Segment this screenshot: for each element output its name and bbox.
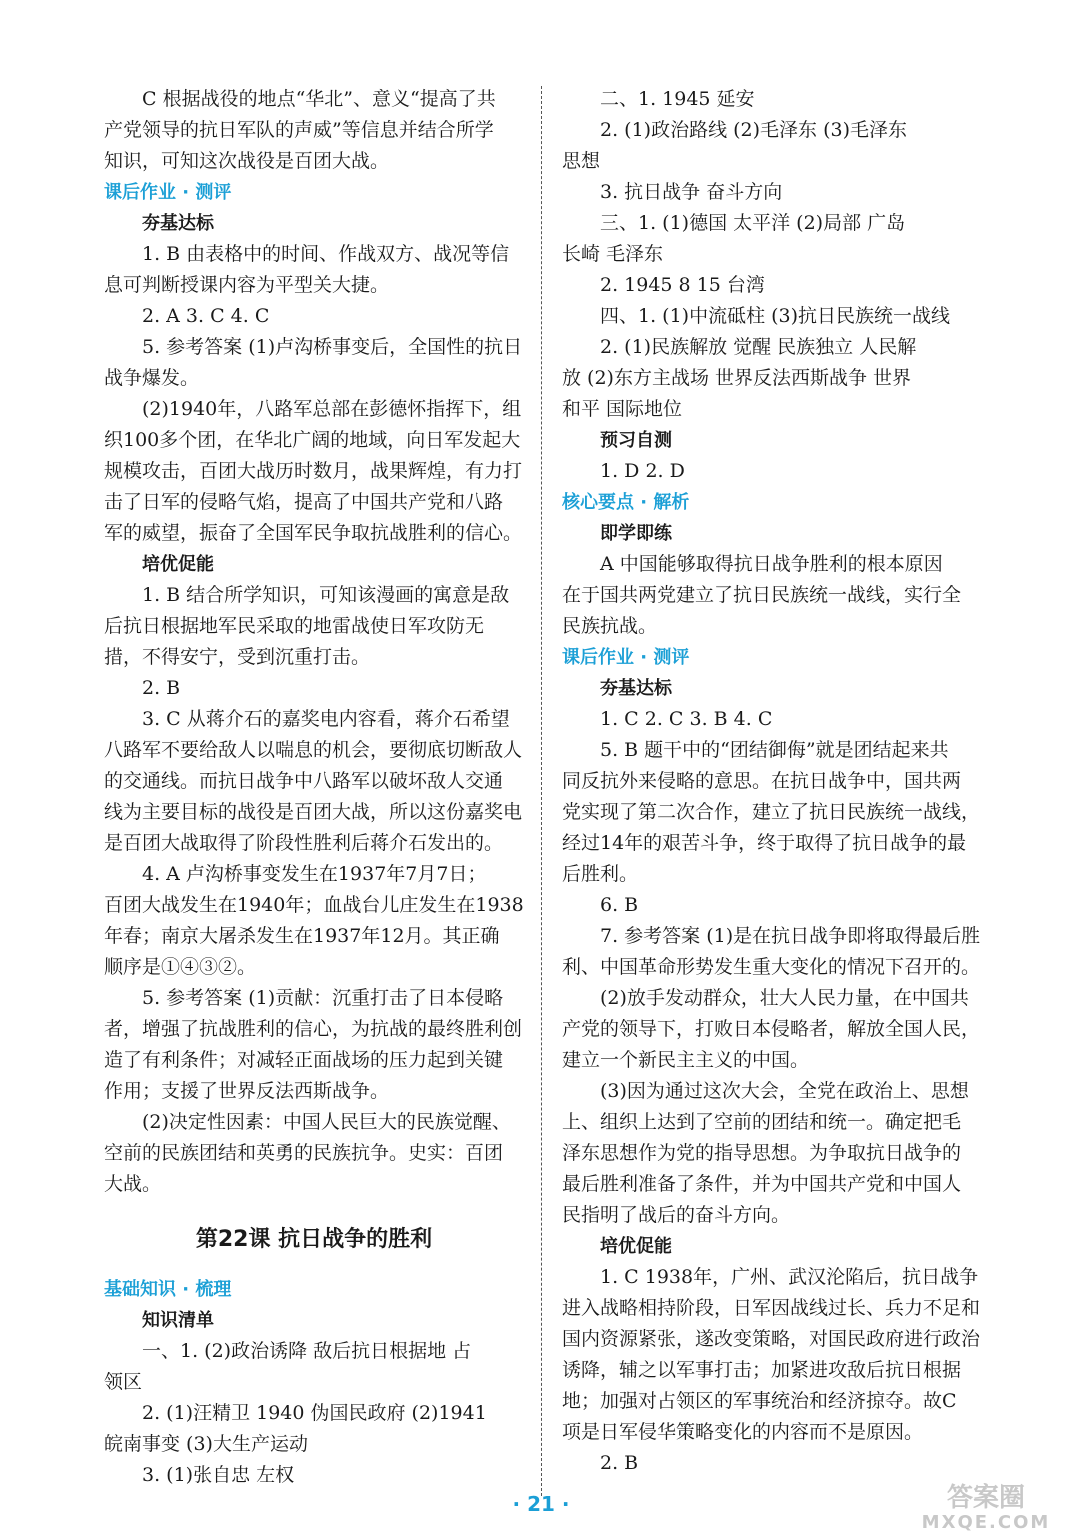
answer-line: 民指明了战后的奋斗方向。 [562,1204,791,1226]
subsection-heading: 即学即练 [600,523,672,544]
answer-line: 军的威望，振奋了全国军民争取抗战胜利的信心。 [104,522,523,544]
answer-line: 利、中国革命形势发生重大变化的情况下召开的。 [562,956,981,978]
answer-line: 产党的领导下，打败日本侵略者，解放全国人民， [562,1018,981,1040]
right-column [562,84,986,1479]
answer-line: C 根据战役的地点“华北”、意义“提高了共 [142,88,496,110]
page-number: · 21 · [512,1492,570,1516]
watermark-text-en: MXQE.COM [921,1512,1051,1532]
answer-line: 诱降，辅之以军事打击；加紧进攻敌后抗日根据 [562,1359,962,1381]
answer-line: 2. (1)民族解放 觉醒 民族独立 人民解 [600,336,917,358]
answer-line: 皖南事变 (3)大生产运动 [104,1433,308,1455]
answer-line: 4. A 卢沟桥事变发生在1937年7月7日； [142,863,487,885]
answer-line: 5. 参考答案 (1)卢沟桥事变后，全国性的抗日 [142,336,523,358]
answer-line: 年春；南京大屠杀发生在1937年12月。其正确 [104,925,500,947]
watermark-logo [898,1478,1074,1532]
left-column [104,84,524,1491]
subsection-heading: 夯基达标 [142,213,214,234]
answer-line: 党实现了第二次合作，建立了抗日民族统一战线， [562,801,981,823]
answer-line: 后抗日根据地军民采取的地雷战使日军攻防无 [104,615,485,637]
answer-line: 3. C 从蒋介石的嘉奖电内容看，蒋介石希望 [142,708,510,730]
column-divider [541,86,542,1496]
answer-line: 建立一个新民主主义的中国。 [562,1049,810,1071]
answer-line: 三、1. (1)德国 太平洋 (2)局部 广岛 [600,212,906,234]
answer-line: 放 (2)东方主战场 世界反法西斯战争 世界 [562,367,912,389]
watermark-text-cn: 答案圈 [946,1483,1026,1513]
answer-line: 击了日军的侵略气焰，提高了中国共产党和八路 [104,491,504,513]
answer-line: (2)决定性因素：中国人民巨大的民族觉醒、 [142,1111,511,1133]
answer-line: 规模攻击，百团大战历时数月，战果辉煌，有力打 [104,460,523,482]
answer-line: 战争爆发。 [104,367,200,389]
answer-line: 地；加强对占领区的军事统治和经济掠夺。故C [562,1390,957,1412]
section-heading: 课后作业 · 测评 [562,647,690,668]
subsection-heading: 培优促能 [600,1236,672,1257]
answer-line: 2. (1)政治路线 (2)毛泽东 (3)毛泽东 [600,119,907,141]
answer-line: 1. B 由表格中的时间、作战双方、战况等信 [142,243,510,265]
answer-line: 1. C 1938年，广州、武汉沦陷后，抗日战争 [600,1266,979,1288]
answer-line: 线为主要目标的战役是百团大战，所以这份嘉奖电 [104,801,523,823]
answer-line: 顺序是①④③②。 [104,956,257,978]
answer-line: 领区 [104,1371,143,1393]
answer-line: 长崎 毛泽东 [562,243,664,265]
answer-line: 是百团大战取得了阶段性胜利后蒋介石发出的。 [104,832,504,854]
answer-line: 1. C 2. C 3. B 4. C [600,708,773,730]
answer-line: 1. B 结合所学知识，可知该漫画的寓意是敌 [142,584,510,606]
answer-line: (2)放手发动群众，壮大人民力量，在中国共 [600,987,969,1009]
section-heading: 基础知识 · 梳理 [104,1279,232,1300]
answer-line: 2. B [142,677,181,699]
answer-line: 同反抗外来侵略的意思。在抗日战争中，国共两 [562,770,962,792]
answer-line: 八路军不要给敌人以喘息的机会，要彻底切断敌人 [104,739,523,761]
answer-line: 3. (1)张自忠 左权 [142,1464,295,1486]
answer-line: 措，不得安宁，受到沉重打击。 [104,646,371,668]
answer-line: 经过14年的艰苦斗争，终于取得了抗日战争的最 [562,832,967,854]
answer-line: 国内资源紧张，遂改变策略，对国民政府进行政治 [562,1328,981,1350]
subsection-heading: 预习自测 [600,430,672,451]
answer-line: 2. (1)汪精卫 1940 伪国民政府 (2)1941 [142,1402,487,1424]
answer-line: 5. 参考答案 (1)贡献：沉重打击了日本侵略 [142,987,504,1009]
answer-line: 5. B 题干中的“团结御侮”就是团结起来共 [600,739,949,761]
answer-line: 民族抗战。 [562,615,658,637]
answer-line: 和平 国际地位 [562,398,683,420]
answer-line: 空前的民族团结和英勇的民族抗争。史实：百团 [104,1142,504,1164]
answer-line: 的交通线。而抗日战争中八路军以破坏敌人交通 [104,770,504,792]
answer-line: 一、1. (2)政治诱降 敌后抗日根据地 占 [142,1340,472,1362]
subsection-heading: 培优促能 [142,554,214,575]
answer-line: 产党领导的抗日军队的声威”等信息并结合所学 [104,119,494,141]
section-heading: 课后作业 · 测评 [104,182,232,203]
answer-line: (2)1940年，八路军总部在彭德怀指挥下，组 [142,398,522,420]
answer-line: 泽东思想作为党的指导思想。为争取抗日战争的 [562,1142,962,1164]
subsection-heading: 知识清单 [142,1310,214,1331]
answer-line: 思想 [562,150,601,172]
answer-line: 作用；支援了世界反法西斯战争。 [104,1080,390,1102]
answer-line: 1. D 2. D [600,460,685,482]
answer-line: 者，增强了抗战胜利的信心，为抗战的最终胜利创 [104,1018,523,1040]
answer-line: 最后胜利准备了条件，并为中国共产党和中国人 [562,1173,962,1195]
answer-line: 上、组织上达到了空前的团结和统一。确定把毛 [562,1111,962,1133]
answer-line: 3. 抗日战争 奋斗方向 [600,181,783,203]
answer-line: 项是日军侵华策略变化的内容而不是原因。 [562,1421,924,1443]
answer-line: A 中国能够取得抗日战争胜利的根本原因 [600,553,943,575]
answer-line: 2. A 3. C 4. C [142,305,270,327]
answer-line: 知识，可知这次战役是百团大战。 [104,150,390,172]
section-heading: 核心要点 · 解析 [562,492,690,513]
answer-line: 后胜利。 [562,863,639,885]
answer-line: (3)因为通过这次大会，全党在政治上、思想 [600,1080,969,1102]
answer-line: 6. B [600,894,639,916]
answer-line: 大战。 [104,1173,162,1195]
answer-line: 造了有利条件；对减轻正面战场的压力起到关键 [104,1049,504,1071]
answer-line: 织100多个团，在华北广阔的地域，向日军发起大 [104,429,521,451]
answer-line: 进入战略相持阶段，日军因战线过长、兵力不足和 [562,1297,981,1319]
answer-line: 2. 1945 8 15 台湾 [600,274,765,296]
answer-line: 二、1. 1945 延安 [600,88,755,110]
answer-line: 在于国共两党建立了抗日民族统一战线，实行全 [562,584,962,606]
answer-line: 四、1. (1)中流砥柱 (3)抗日民族统一战线 [600,305,951,327]
lesson-title: 第22课 抗日战争的胜利 [195,1227,433,1252]
subsection-heading: 夯基达标 [600,678,672,699]
answer-line: 7. 参考答案 (1)是在抗日战争即将取得最后胜 [600,925,981,947]
answer-line: 百团大战发生在1940年；血战台儿庄发生在1938 [104,894,524,916]
answer-line: 2. B [600,1452,639,1474]
answer-line: 息可判断授课内容为平型关大捷。 [104,274,390,296]
